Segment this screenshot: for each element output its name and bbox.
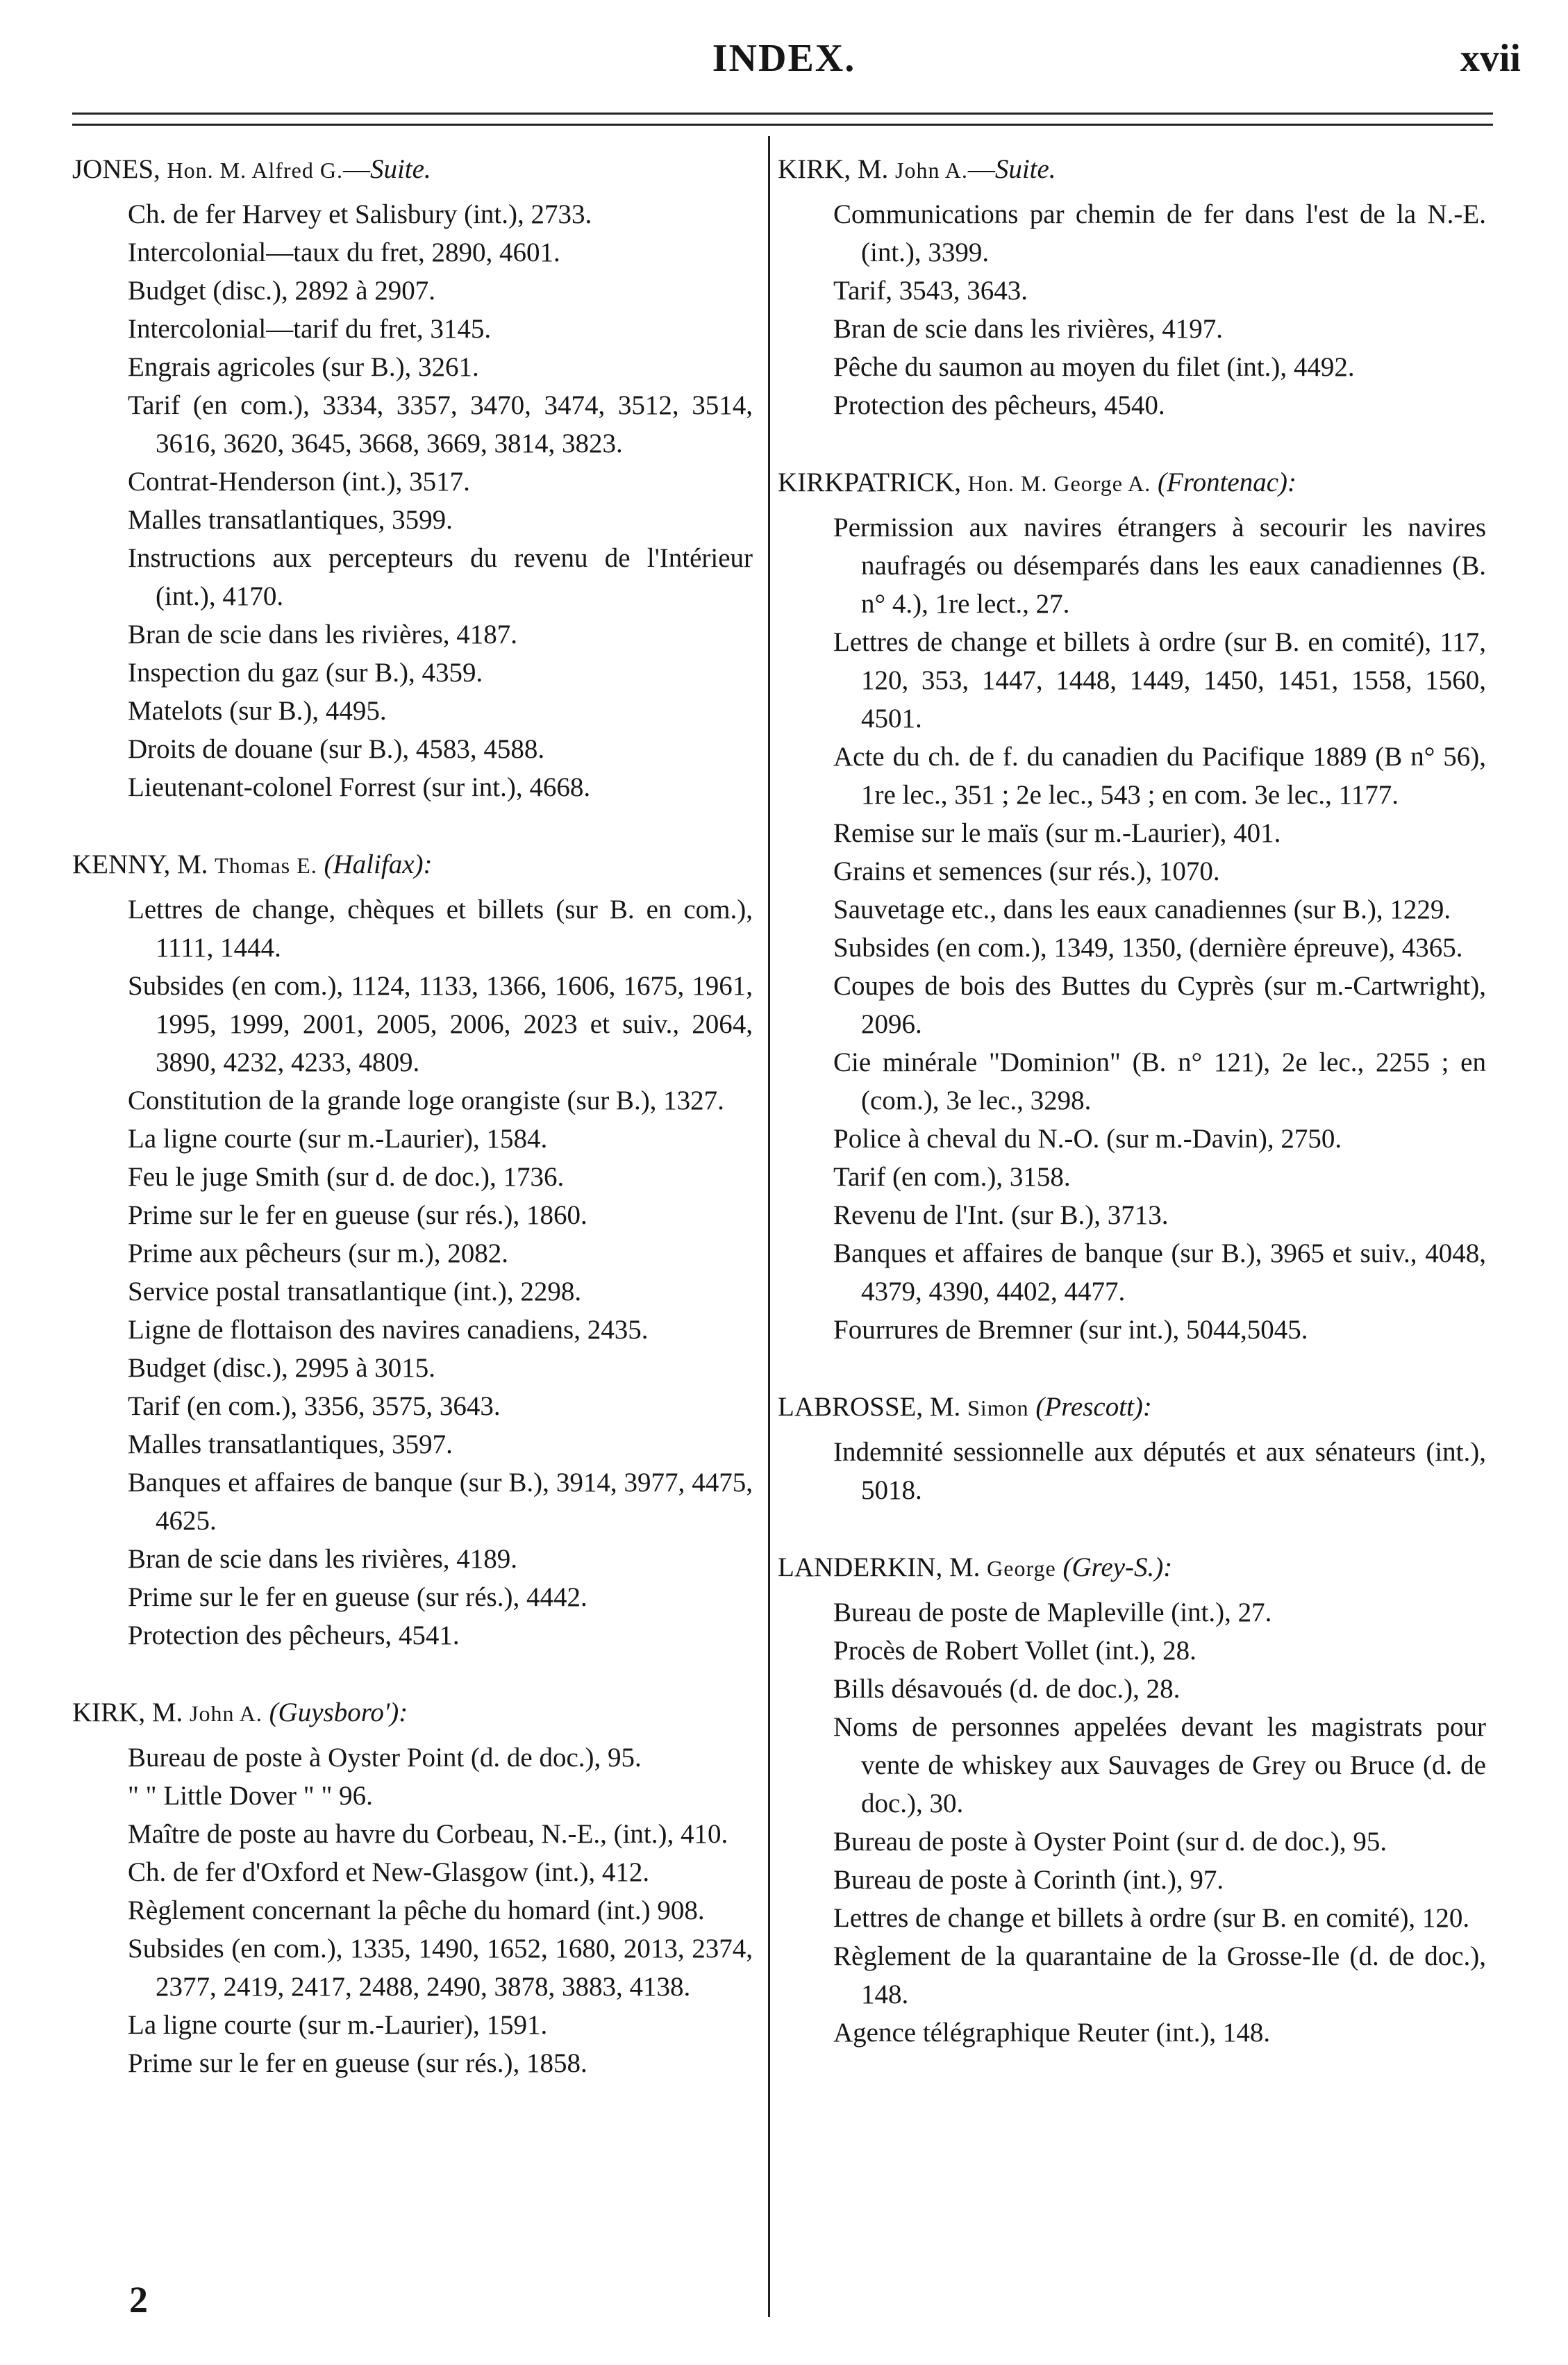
- name-small-caps: John A.: [895, 158, 968, 183]
- constituency: (Guysboro'):: [269, 1698, 408, 1727]
- right-column: [778, 150, 1486, 2091]
- index-item: Bureau de poste à Oyster Point (sur d. de doc.), 95.: [833, 1827, 1387, 1857]
- index-item: Intercolonial—tarif du fret, 3145.: [128, 314, 492, 344]
- index-item: Communications par chemin de fer dans l'est de la N.-E. (int.), 3399.: [833, 199, 1486, 267]
- index-entry: [778, 1388, 1486, 1509]
- index-item: Bran de scie dans les rivières, 4197.: [833, 314, 1224, 344]
- header-rule-bottom: [72, 124, 1493, 126]
- name-prefix: KIRKPATRICK,: [778, 467, 968, 497]
- entry-heading: [778, 1388, 1486, 1427]
- name-small-caps: Thomas E.: [215, 853, 317, 878]
- index-item: Lettres de change et billets à ordre (sur B. en comité), 120.: [833, 1903, 1470, 1933]
- index-item: Protection des pêcheurs, 4540.: [833, 390, 1165, 420]
- index-item: Contrat-Henderson (int.), 3517.: [128, 467, 470, 497]
- index-item: Règlement concernant la pêche du homard (int.) 908.: [128, 1895, 705, 1925]
- index-item: Pêche du saumon au moyen du filet (int.), 4492.: [833, 352, 1355, 382]
- index-item: Tarif, 3543, 3643.: [833, 276, 1028, 306]
- name-separator: [317, 849, 324, 879]
- index-item: Instructions aux percepteurs du revenu de l'Intérieur (int.), 4170.: [128, 543, 753, 611]
- entry-heading: [778, 1548, 1486, 1588]
- index-item: Lettres de change et billets à ordre (sur B. en comité), 117, 120, 353, 1447, 1448, 1449, 1450, 1451, 1558, 1560, 4501.: [833, 627, 1486, 733]
- index-item: Subsides (en com.), 1335, 1490, 1652, 1680, 2013, 2374, 2377, 2419, 2417, 2488, 2490, 3878, 3883, 4138.: [128, 1934, 753, 2002]
- index-item: Remise sur le maïs (sur m.-Laurier), 401.: [833, 818, 1281, 848]
- index-item: Engrais agricoles (sur B.), 3261.: [128, 352, 479, 382]
- index-item: Inspection du gaz (sur B.), 4359.: [128, 658, 483, 688]
- folio-number: 2: [129, 2279, 148, 2321]
- name-small-caps: Simon: [967, 1395, 1029, 1420]
- index-item: Budget (disc.), 2892 à 2907.: [128, 276, 436, 306]
- name-prefix: KIRK, M.: [72, 1698, 190, 1727]
- entry-heading: [778, 150, 1486, 190]
- index-item: Banques et affaires de banque (sur B.), 3965 et suiv., 4048, 4379, 4390, 4402, 4477.: [833, 1238, 1486, 1306]
- index-item: Grains et semences (sur rés.), 1070.: [833, 856, 1220, 886]
- index-item: Revenu de l'Int. (sur B.), 3713.: [833, 1200, 1169, 1230]
- index-item: Bills désavoués (d. de doc.), 28.: [833, 1674, 1181, 1704]
- index-item: Règlement de la quarantaine de la Grosse-Ile (d. de doc.), 148.: [833, 1941, 1486, 2009]
- name-separator: —: [967, 154, 995, 184]
- name-separator: —: [342, 154, 370, 184]
- index-item: Bureau de poste de Mapleville (int.), 27.: [833, 1598, 1272, 1627]
- index-item: Prime aux pêcheurs (sur m.), 2082.: [128, 1238, 509, 1268]
- index-item: Prime sur le fer en gueuse (sur rés.), 1858.: [128, 2048, 587, 2078]
- name-prefix: KENNY, M.: [72, 849, 215, 879]
- index-item: Bran de scie dans les rivières, 4189.: [128, 1544, 518, 1574]
- entry-heading: [72, 150, 753, 190]
- index-item: Tarif (en com.), 3158.: [833, 1162, 1071, 1192]
- index-item: Lieutenant-colonel Forrest (sur int.), 4668.: [128, 772, 591, 802]
- index-item: Cie minérale "Dominion" (B. n° 121), 2e lec., 2255 ; en (com.), 3e lec., 3298.: [833, 1047, 1486, 1115]
- index-item: Prime sur le fer en gueuse (sur rés.), 1860.: [128, 1200, 587, 1230]
- column-divider: [768, 136, 770, 2317]
- index-item: Ch. de fer d'Oxford et New-Glasgow (int.), 412.: [128, 1857, 650, 1887]
- index-item: Indemnité sessionnelle aux députés et aux sénateurs (int.), 5018.: [833, 1437, 1486, 1505]
- index-item: Malles transatlantiques, 3597.: [128, 1429, 453, 1459]
- index-item: Bureau de poste à Oyster Point (d. de doc.), 95.: [128, 1743, 642, 1773]
- entry-heading: [778, 463, 1486, 503]
- index-item: Subsides (en com.), 1349, 1350, (dernière épreuve), 4365.: [833, 933, 1463, 963]
- index-item: Tarif (en com.), 3334, 3357, 3470, 3474, 3512, 3514, 3616, 3620, 3645, 3668, 3669, 3814, 3823.: [128, 390, 753, 458]
- name-prefix: KIRK, M.: [778, 154, 896, 184]
- name-small-caps: Hon. M. Alfred G.: [167, 158, 343, 183]
- index-entry: [72, 845, 753, 1654]
- index-item: Prime sur le fer en gueuse (sur rés.), 4442.: [128, 1582, 587, 1612]
- index-item: Intercolonial—taux du fret, 2890, 4601.: [128, 238, 560, 267]
- name-prefix: LANDERKIN, M.: [778, 1552, 987, 1582]
- constituency: (Halifax):: [324, 849, 433, 879]
- page-title: INDEX.: [712, 37, 856, 80]
- name-separator: [1029, 1392, 1036, 1422]
- constituency: Suite.: [369, 154, 431, 184]
- name-small-caps: George: [987, 1556, 1056, 1581]
- index-item: Acte du ch. de f. du canadien du Pacifique 1889 (B n° 56), 1re lec., 351 ; 2e lec., 543 ; en com. 3e lec., 1177.: [833, 742, 1486, 810]
- index-item: Fourrures de Bremner (sur int.), 5044,5045.: [833, 1315, 1308, 1345]
- index-item: La ligne courte (sur m.-Laurier), 1591.: [128, 2010, 548, 2040]
- constituency: (Prescott):: [1035, 1392, 1152, 1422]
- name-small-caps: John A.: [190, 1701, 262, 1726]
- index-item: Maître de poste au havre du Corbeau, N.-E., (int.), 410.: [128, 1819, 728, 1849]
- index-item: Feu le juge Smith (sur d. de doc.), 1736.: [128, 1162, 565, 1192]
- index-item: Malles transatlantiques, 3599.: [128, 505, 453, 535]
- index-item: Sauvetage etc., dans les eaux canadiennes (sur B.), 1229.: [833, 895, 1451, 924]
- name-separator: [1151, 467, 1158, 497]
- index-item: Protection des pêcheurs, 4541.: [128, 1620, 460, 1650]
- index-item: Service postal transatlantique (int.), 2298.: [128, 1277, 582, 1306]
- index-item: Constitution de la grande loge orangiste (sur B.), 1327.: [128, 1086, 724, 1115]
- index-entry: [778, 1548, 1486, 2052]
- index-item: Ch. de fer Harvey et Salisbury (int.), 2733.: [128, 199, 592, 229]
- index-item: La ligne courte (sur m.-Laurier), 1584.: [128, 1124, 548, 1154]
- constituency: (Grey-S.):: [1062, 1552, 1173, 1582]
- index-item: Police à cheval du N.-O. (sur m.-Davin), 2750.: [833, 1124, 1342, 1154]
- index-item: Bran de scie dans les rivières, 4187.: [128, 620, 518, 649]
- index-item: Ligne de flottaison des navires canadiens, 2435.: [128, 1315, 649, 1345]
- constituency: (Frontenac):: [1158, 467, 1297, 497]
- index-item: Subsides (en com.), 1124, 1133, 1366, 1606, 1675, 1961, 1995, 1999, 2001, 2005, 2006, 2023 et suiv., 2064, 3890, 4232, 4233, 4809.: [128, 971, 753, 1077]
- name-separator: [262, 1698, 269, 1727]
- entry-heading: [72, 845, 753, 885]
- page-number: xvii: [1460, 37, 1521, 80]
- index-item: Lettres de change, chèques et billets (sur B. en com.), 1111, 1444.: [128, 895, 753, 963]
- index-item: Noms de personnes appelées devant les magistrats pour vente de whiskey aux Sauvages de Grey ou Bruce (d. de doc.), 30.: [833, 1712, 1486, 1818]
- index-item: Bureau de poste à Corinth (int.), 97.: [833, 1865, 1224, 1895]
- index-item: Procès de Robert Vollet (int.), 28.: [833, 1636, 1196, 1666]
- index-item: Permission aux navires étrangers à secourir les navires naufragés ou désemparés dans les eaux canadiennes (B. n° 4.), 1re lect., 27.: [833, 513, 1486, 619]
- index-item: Matelots (sur B.), 4495.: [128, 696, 387, 726]
- entry-heading: [72, 1693, 753, 1733]
- index-item: Agence télégraphique Reuter (int.), 148.: [833, 2018, 1271, 2048]
- index-item: Budget (disc.), 2995 à 3015.: [128, 1353, 436, 1383]
- index-item: " " Little Dover " " 96.: [128, 1781, 373, 1811]
- index-item: Droits de douane (sur B.), 4583, 4588.: [128, 734, 545, 764]
- index-entry: [72, 1693, 753, 2082]
- header-rule-top: [72, 113, 1493, 115]
- name-small-caps: Hon. M. George A.: [967, 471, 1151, 496]
- index-entry: [778, 150, 1486, 424]
- constituency: Suite.: [994, 154, 1056, 184]
- index-entry: [778, 463, 1486, 1349]
- index-item: Banques et affaires de banque (sur B.), 3914, 3977, 4475, 4625.: [128, 1468, 753, 1536]
- left-column: [72, 150, 753, 2121]
- name-prefix: JONES,: [72, 154, 167, 184]
- index-entry: [72, 150, 753, 806]
- index-item: Coupes de bois des Buttes du Cyprès (sur m.-Cartwright), 2096.: [833, 971, 1486, 1039]
- name-separator: [1056, 1552, 1063, 1582]
- name-prefix: LABROSSE, M.: [778, 1392, 968, 1422]
- index-item: Tarif (en com.), 3356, 3575, 3643.: [128, 1391, 501, 1421]
